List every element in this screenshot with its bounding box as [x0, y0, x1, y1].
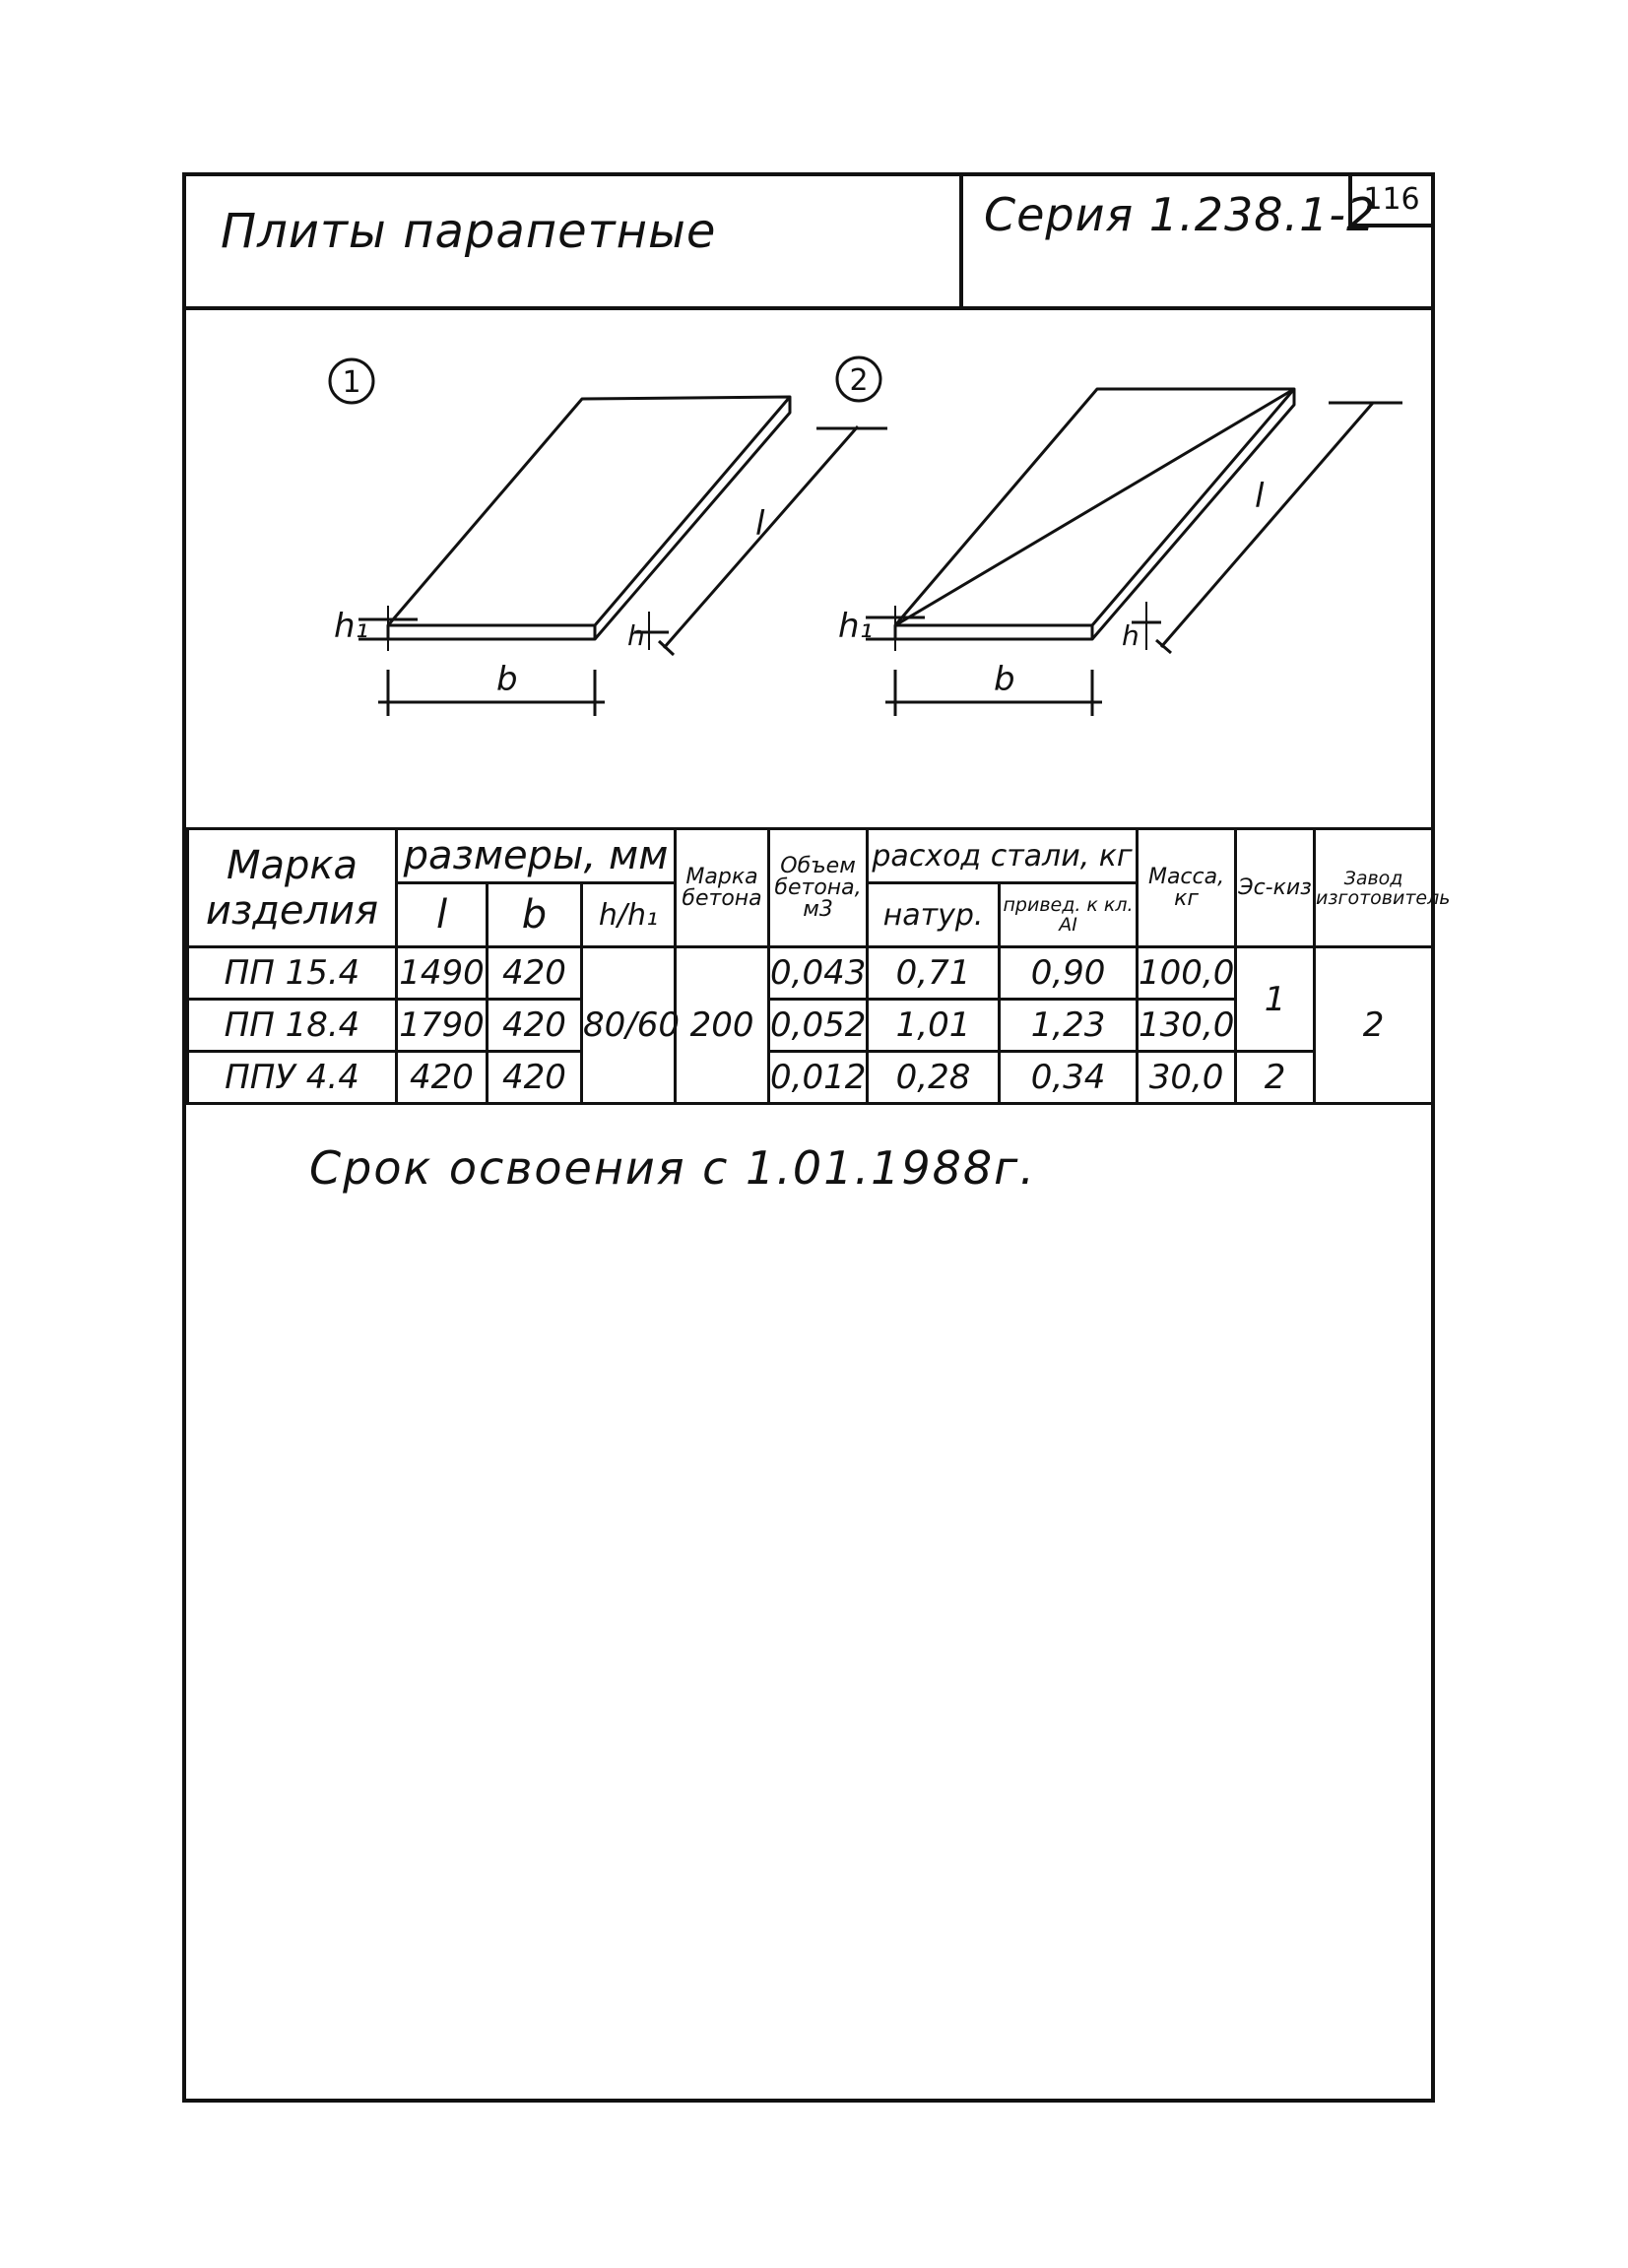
header-sizes: размеры, мм — [397, 829, 676, 883]
header-concrete-volume: Объем бетона, м3 — [769, 829, 868, 947]
header-b: b — [488, 883, 582, 947]
header-steel-red: привед. к кл. AI — [1000, 883, 1138, 947]
sketches-svg — [186, 310, 1431, 827]
header-concrete-grade: Марка бетона — [676, 829, 769, 947]
row1-b: 420 — [488, 947, 582, 1000]
sheet-title: Плиты парапетные — [221, 204, 717, 259]
row3-mark: ППУ 4.4 — [188, 1052, 397, 1104]
row2-mass: 130,0 — [1138, 1000, 1236, 1052]
row1-steel-red: 0,90 — [1000, 947, 1138, 1000]
header-sketch: Эс-киз — [1236, 829, 1315, 947]
title-cell — [186, 176, 963, 306]
sketch2-slab-front — [895, 625, 1092, 639]
sketch1-h1-label: h₁ — [334, 607, 369, 646]
sketch1-l-label: l — [755, 504, 765, 544]
shared-sketch-3: 2 — [1236, 1052, 1315, 1104]
sketch2-l-dim — [1161, 403, 1373, 647]
series-label: Серия 1.238.1-2 — [984, 188, 1377, 241]
sketch2-slope-line — [895, 389, 1294, 625]
sketch-area — [186, 310, 1431, 827]
row2-steel-red: 1,23 — [1000, 1000, 1138, 1052]
row3-steel-red: 0,34 — [1000, 1052, 1138, 1104]
header-h-h1: h/h₁ — [582, 883, 676, 947]
row3-l: 420 — [397, 1052, 488, 1104]
shared-sketch-12: 1 — [1236, 947, 1315, 1052]
sketch2-l-label: l — [1255, 477, 1265, 516]
header-steel-nat: натур. — [868, 883, 1000, 947]
row1-mark: ПП 15.4 — [188, 947, 397, 1000]
spec-table — [186, 827, 1451, 1105]
row2-b: 420 — [488, 1000, 582, 1052]
header-steel: расход стали, кг — [868, 829, 1138, 883]
shared-h-h1: 80/60 — [582, 947, 676, 1104]
sketch2-h1-label: h₁ — [838, 607, 874, 646]
sketch1-slab-front — [388, 625, 595, 639]
row1-steel-nat: 0,71 — [868, 947, 1000, 1000]
row3-mass: 30,0 — [1138, 1052, 1236, 1104]
row2-l: 1790 — [397, 1000, 488, 1052]
header-mass: Масса, кг — [1138, 829, 1236, 947]
row1-mass: 100,0 — [1138, 947, 1236, 1000]
sketch1-slab-top — [388, 397, 790, 625]
shared-concrete-grade: 200 — [676, 947, 769, 1104]
table-row — [188, 947, 1433, 1000]
table-row — [188, 1052, 1433, 1104]
row3-steel-nat: 0,28 — [868, 1052, 1000, 1104]
drawing-sheet — [182, 172, 1451, 2103]
sheet-number: 116 — [1348, 176, 1431, 227]
sketch1-h-label: h — [627, 619, 645, 652]
header-plant: Завод изготовитель — [1315, 829, 1433, 947]
spec-table-wrap — [186, 827, 1451, 1105]
sketch2-b-label: b — [994, 660, 1015, 699]
row2-steel-nat: 1,01 — [868, 1000, 1000, 1052]
mastering-date-note: Срок освоения с 1.01.1988г. — [309, 1141, 1036, 1195]
row1-volume: 0,043 — [769, 947, 868, 1000]
row2-mark: ПП 18.4 — [188, 1000, 397, 1052]
title-block — [186, 176, 1431, 310]
header-mark: Марка изделия — [188, 829, 397, 947]
header-l: l — [397, 883, 488, 947]
row2-volume: 0,052 — [769, 1000, 868, 1052]
row3-volume: 0,012 — [769, 1052, 868, 1104]
shared-plant: 2 — [1315, 947, 1433, 1104]
sketch2-number: 2 — [849, 363, 869, 398]
sketch2-h-label: h — [1122, 619, 1140, 652]
row1-l: 1490 — [397, 947, 488, 1000]
sketch1-number: 1 — [342, 365, 361, 400]
row3-b: 420 — [488, 1052, 582, 1104]
sketch1-b-label: b — [496, 660, 518, 699]
